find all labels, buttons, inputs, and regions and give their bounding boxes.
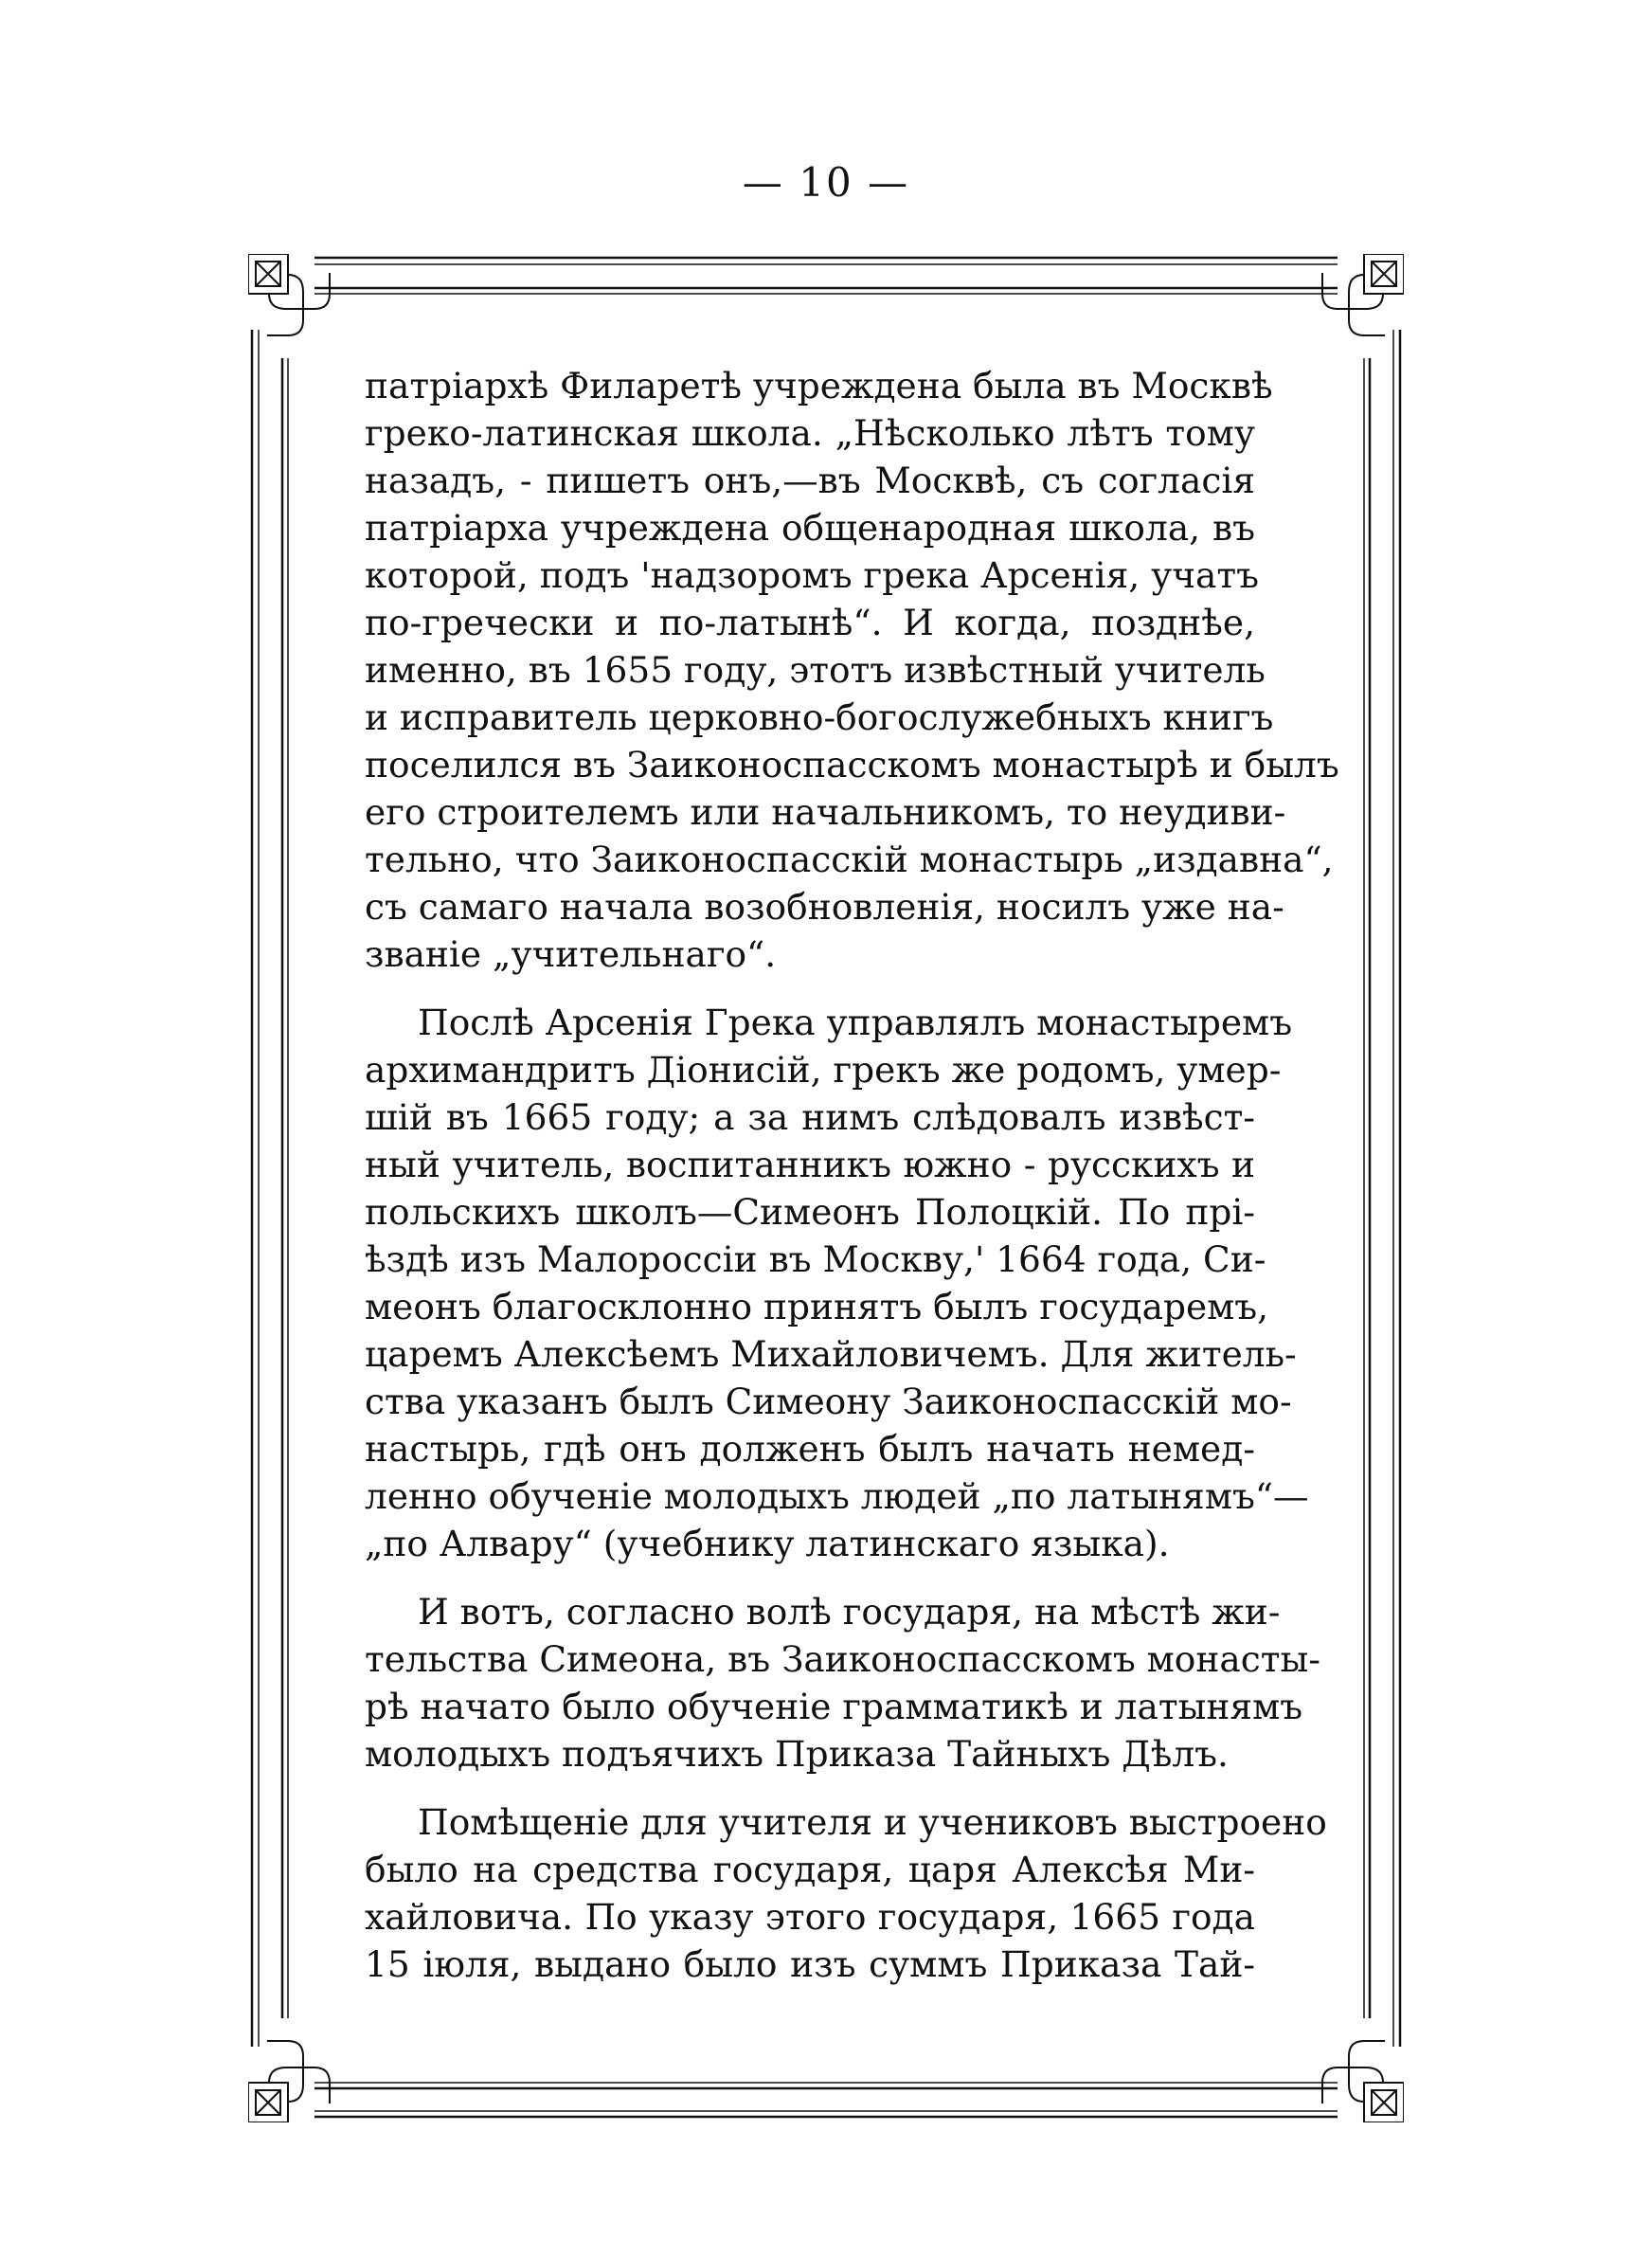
text-line: И вотъ, согласно волѣ государя, на мѣстѣ жи-	[418, 1591, 1281, 1633]
text-line: меонъ благосклонно принятъ былъ государемъ,	[365, 1286, 1269, 1327]
text-line: по-гречески и по-латынѣ“. И когда, позднѣе,	[365, 602, 1255, 643]
text-line: поселился въ Заиконоспасскомъ монастырѣ и былъ	[365, 744, 1339, 785]
text-line: патріарха учреждена общенародная школа, въ	[365, 507, 1255, 549]
text-line: его строителемъ или начальникомъ, то неудиви-	[365, 791, 1286, 833]
text-line: „по Алвару“ (учебнику латинскаго языка).	[365, 1523, 1170, 1564]
paragraph-3	[365, 1588, 1321, 1778]
text-line: званіе „учительнаго“.	[365, 933, 777, 975]
text-line: греко-латинская школа. „Нѣсколько лѣтъ тому	[365, 412, 1255, 454]
text-line: 15 іюля, выдано было изъ суммъ Приказа Тай-	[365, 1943, 1255, 1985]
text-line: ленно обученіе молодыхъ людей „по латынямъ“—	[365, 1475, 1309, 1517]
text-line: рѣ начато было обученіе грамматикѣ и латынямъ	[365, 1686, 1303, 1727]
text-line: назадъ, - пишетъ онъ,—въ Москвѣ, съ согласія	[365, 460, 1255, 501]
text-line: польскихъ школъ—Симеонъ Полоцкій. По прі-	[365, 1191, 1255, 1233]
paragraph-2	[365, 999, 1309, 1567]
page-number: — 10 —	[742, 159, 910, 206]
paragraph-4	[365, 1798, 1327, 1988]
text-line: ный учитель, воспитанникъ южно - русскихъ и	[365, 1144, 1255, 1185]
text-line: молодыхъ подъячихъ Приказа Тайныхъ Дѣлъ.	[365, 1733, 1229, 1775]
text-line: настырь, гдѣ онъ долженъ былъ начать немед-	[365, 1428, 1255, 1470]
text-line: хайловича. По указу этого государя, 1665 года	[365, 1896, 1255, 1938]
text-line: именно, въ 1655 году, этотъ извѣстный учитель	[365, 649, 1266, 691]
text-line: шій въ 1665 году; а за нимъ слѣдовалъ извѣст-	[365, 1096, 1255, 1138]
text-line: ства указанъ былъ Симеону Заиконоспасскій мо-	[365, 1381, 1292, 1422]
text-line: тельно, что Заиконоспасскій монастырь „издавна“,	[365, 839, 1334, 880]
text-line: было на средства государя, царя Алексѣя Ми-	[365, 1849, 1255, 1890]
text-line: патріархѣ Филаретѣ учреждена была въ Москвѣ	[365, 365, 1273, 406]
text-line: ѣздѣ изъ Малороссіи въ Москву,' 1664 года, Си-	[365, 1238, 1266, 1280]
text-line: и исправитель церковно-богослужебныхъ книгъ	[365, 696, 1274, 738]
text-line: Помѣщеніе для учителя и учениковъ выстроено	[418, 1801, 1327, 1843]
text-line: которой, подъ 'надзоромъ грека Арсенія, учатъ	[365, 554, 1259, 596]
text-line: Послѣ Арсенія Грека управлялъ монастыремъ	[418, 1002, 1293, 1043]
text-line: тельства Симеона, въ Заиконоспасскомъ монасты-	[365, 1638, 1321, 1680]
page-body-text	[365, 362, 1339, 1988]
text-line: съ самаго начала возобновленія, носилъ уже на-	[365, 886, 1284, 928]
paragraph-1	[365, 362, 1339, 978]
text-line: архимандритъ Діонисій, грекъ же родомъ, умер-	[365, 1049, 1282, 1091]
text-line: царемъ Алексѣемъ Михайловичемъ. Для житель-	[365, 1333, 1297, 1375]
